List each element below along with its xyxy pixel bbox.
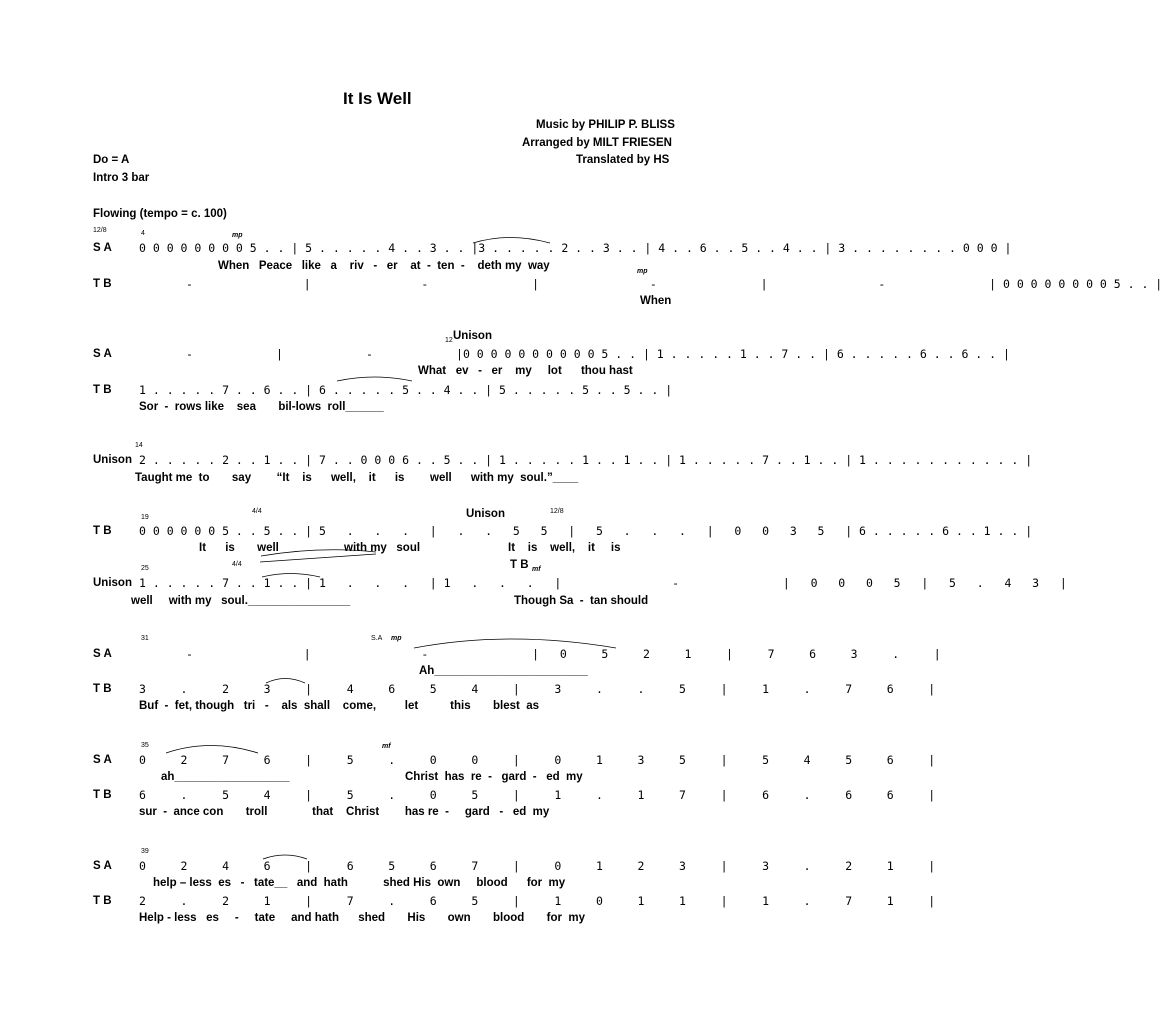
notation-line: - | - | - | - | 0 0 0 0 0 0 0 0 5 . . | bbox=[186, 277, 1162, 291]
measure-number: 12 bbox=[445, 337, 453, 344]
voice-label-tb: T B bbox=[93, 789, 112, 801]
lyric-line: Buf - fet, though tri - als shall come, let this blest as bbox=[139, 700, 540, 712]
credit-music: Music by PHILIP P. BLISS bbox=[536, 119, 675, 131]
voice-label-unison: Unison bbox=[93, 577, 132, 589]
voice-label-tb: T B bbox=[93, 525, 112, 537]
measure-number: 14 bbox=[135, 442, 143, 449]
notation-line: 0 2 7 6 | 5 . 0 0 | 0 1 3 5 | 5 4 5 6 | bbox=[139, 753, 936, 767]
dynamic-mp: mp bbox=[391, 635, 402, 642]
dynamic-mf: mf bbox=[382, 743, 391, 750]
notation-line: 6 . 5 4 | 5 . 0 5 | 1 . 1 7 | 6 . 6 6 | bbox=[139, 788, 936, 802]
time-signature-4-4: 4/4 bbox=[252, 508, 262, 515]
tempo-marking: Flowing (tempo = c. 100) bbox=[93, 208, 227, 220]
credit-arranger: Arranged by MILT FRIESEN bbox=[522, 137, 672, 149]
lyric-line: Though Sa - tan should bbox=[514, 595, 649, 607]
lyric-line: ah__________________ bbox=[161, 771, 290, 783]
measure-number: 39 bbox=[141, 848, 149, 855]
voice-label-tb: T B bbox=[93, 278, 112, 290]
lyric-line: When Peace like a riv - er at - ten - deth my way bbox=[218, 260, 550, 272]
tb-mf-label: T B bbox=[510, 559, 529, 571]
dynamic-mp: mp bbox=[637, 268, 648, 275]
notation-line: 0 0 0 0 0 0 0 0 5 . . | 5 . . . . . 4 . . 3 . . |3 . . . . . 2 . . 3 . . | 4 . . 6 . . 5 . . 4 . . | 3 . . . . . . . . 0 0 0 | bbox=[139, 241, 1012, 255]
voice-label-unison: Unison bbox=[93, 454, 132, 466]
lyric-line: Ah________________________ bbox=[419, 665, 588, 677]
dynamic-mf: mf bbox=[532, 566, 541, 573]
intro-note: Intro 3 bar bbox=[93, 172, 150, 184]
lyric-line: When bbox=[640, 295, 672, 307]
voice-label-sa: S A bbox=[93, 348, 112, 360]
time-signature-12-8: 12/8 bbox=[550, 508, 564, 515]
unison-marking: Unison bbox=[453, 330, 492, 342]
lyric-line: Help - less es - tate and hath shed His own blood for my bbox=[139, 912, 586, 924]
lyric-line: Taught me to say “It is well, it is well with my soul.”____ bbox=[135, 472, 579, 484]
voice-label-tb: T B bbox=[93, 683, 112, 695]
lyric-line: well with my soul.________________ bbox=[131, 595, 351, 607]
time-signature-4-4: 4/4 bbox=[232, 561, 242, 568]
lyric-line: Sor - rows like sea bil-lows roll______ bbox=[139, 401, 384, 413]
credit-translator: Translated by HS bbox=[576, 154, 670, 166]
voice-label-sa: S A bbox=[93, 860, 112, 872]
notation-line: 3 . 2 3 | 4 6 5 4 | 3 . . 5 | 1 . 7 6 | bbox=[139, 682, 936, 696]
unison-marking: Unison bbox=[466, 508, 505, 520]
lyric-line: with my soul bbox=[344, 542, 421, 554]
notation-line: - | - | 0 5 2 1 | 7 6 3 . | bbox=[186, 647, 941, 661]
voice-label-tb: T B bbox=[93, 895, 112, 907]
voice-label-tb: T B bbox=[93, 384, 112, 396]
notation-line: 2 . . . . . 2 . . 1 . . | 7 . . 0 0 0 6 . . 5 . . | 1 . . . . . 1 . . 1 . . | 1 . . . . . 7 . . 1 . . | 1 . . . . . . . . . . . | bbox=[139, 453, 1033, 467]
measure-number: 19 bbox=[141, 514, 149, 521]
time-signature-12-8: 12/8 bbox=[93, 227, 107, 234]
measure-number: 31 bbox=[141, 635, 149, 642]
lyric-line: It is well, it is bbox=[508, 542, 621, 554]
page-title: It Is Well bbox=[343, 89, 412, 108]
dynamic-mp: mp bbox=[232, 232, 243, 239]
lyric-line: Christ has re - gard - ed my bbox=[405, 771, 583, 783]
voice-label-sa: S A bbox=[93, 754, 112, 766]
lyric-line: It is well bbox=[199, 542, 279, 554]
lyric-line: sur - ance con troll that Christ has re - gard - ed my bbox=[139, 806, 550, 818]
notation-line: 0 0 0 0 0 0 5 . . 5 . . | 5 . . . | . . 5 5 | 5 . . . | 0 0 3 5 | 6 . . . . . 6 . . 1 . . | bbox=[139, 524, 1033, 538]
notation-line: 1 . . . . . 7 . . 1 . . | 1 . . . | 1 . . . | - | 0 0 0 5 | 5 . 4 3 | bbox=[139, 576, 1067, 590]
voice-label-sa: S A bbox=[93, 648, 112, 660]
sa-label-small: S.A bbox=[371, 635, 383, 642]
key-signature: Do = A bbox=[93, 154, 130, 166]
voice-label-sa: S A bbox=[93, 242, 112, 254]
notation-line: 2 . 2 1 | 7 . 6 5 | 1 0 1 1 | 1 . 7 1 | bbox=[139, 894, 936, 908]
notation-line: 0 2 4 6 | 6 5 6 7 | 0 1 2 3 | 3 . 2 1 | bbox=[139, 859, 936, 873]
measure-number: 35 bbox=[141, 742, 149, 749]
notation-line: - | - |0 0 0 0 0 0 0 0 0 0 5 . . | 1 . . . . . 1 . . 7 . . | 6 . . . . . 6 . . 6 . . | bbox=[186, 347, 1010, 361]
lyric-line: help – less es - tate__ and hath shed His own blood for my bbox=[153, 877, 566, 889]
lyric-line: What ev - er my lot thou hast bbox=[418, 365, 633, 377]
notation-line: 1 . . . . . 7 . . 6 . . | 6 . . . . . 5 . . 4 . . | 5 . . . . . 5 . . 5 . . | bbox=[139, 383, 673, 397]
measure-number: 25 bbox=[141, 565, 149, 572]
measure-number: 4 bbox=[141, 230, 145, 237]
